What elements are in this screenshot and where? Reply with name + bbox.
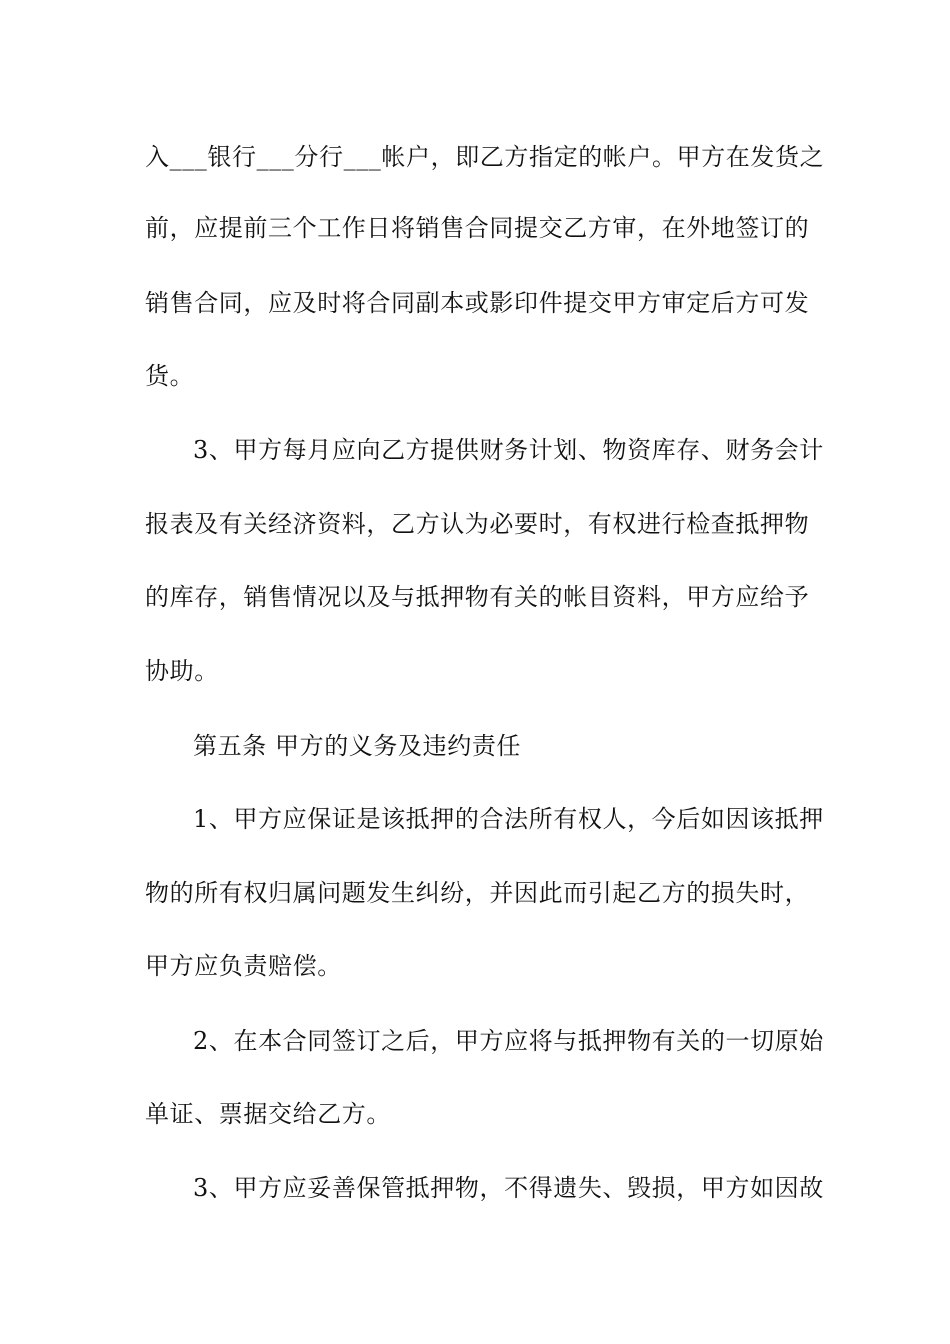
clause-3-line-3: 的库存，销售情况以及与抵押物有关的帐目资料，甲方应给予 (145, 583, 810, 611)
clause-3-line-4: 协助。 (145, 657, 219, 685)
article-5-clause-1-line-3: 甲方应负责赔偿。 (145, 952, 342, 980)
article-5-heading: 第五条 甲方的义务及违约责任 (193, 732, 522, 760)
article-5-clause-1-line-1: 1、甲方应保证是该抵押的合法所有权人，今后如因该抵押 (193, 805, 824, 833)
article-5-clause-3-line-1: 3、甲方应妥善保管抵押物，不得遗失、毁损，甲方如因故 (193, 1174, 824, 1202)
clause-3-line-1: 3、甲方每月应向乙方提供财务计划、物资库存、财务会计 (193, 436, 824, 464)
article-5-clause-1-line-2: 物的所有权归属问题发生纠纷，并因此而引起乙方的损失时， (145, 879, 810, 907)
article-5-clause-2-line-2: 单证、票据交给乙方。 (145, 1100, 391, 1128)
article-5-clause-2-line-1: 2、在本合同签订之后，甲方应将与抵押物有关的一切原始 (193, 1027, 824, 1055)
paragraph-line-4: 货。 (145, 362, 195, 390)
paragraph-line-3: 销售合同，应及时将合同副本或影印件提交甲方审定后方可发 (145, 289, 810, 317)
paragraph-line-2: 前，应提前三个工作日将销售合同提交乙方审，在外地签订的 (145, 214, 810, 242)
clause-3-line-2: 报表及有关经济资料，乙方认为必要时，有权进行检查抵押物 (145, 510, 810, 538)
paragraph-line-1: 入___银行___分行___帐户，即乙方指定的帐户。甲方在发货之 (145, 143, 825, 171)
